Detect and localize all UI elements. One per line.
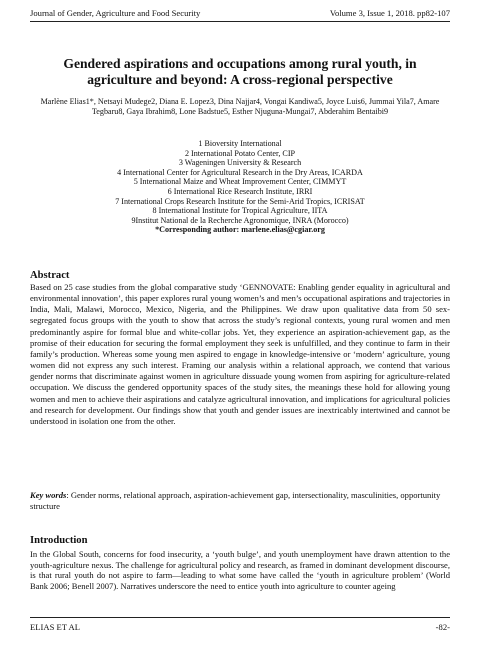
affiliation: 2 International Potato Center, CIP [184,148,296,158]
authors-text: Marlène Elias1*, Netsayi Mudege2, Diana E. Lopez3, Dina Najjar4, Vongai Kandiwa5, Joyce Luis6, Jummai Yila7, Amare Tegbaru8, Gaya Ibrahim8, Lone Badstue5, Esther Njuguna-Mungai7, Abderahim Bentaibi9 [40,97,440,116]
keywords-text: : Gender norms, relational approach, aspiration-achievement gap, intersectionality, masculinities, opportunity structure [30,490,441,511]
affiliation: 5 International Maize and Wheat Improvement Center, CIMMYT [133,177,347,187]
footer-rule [30,617,450,618]
affiliation: 7 International Crops Research Institute for the Semi-Arid Tropics, ICRISAT [115,196,365,206]
footer-authors: ELIAS ET AL [30,622,80,632]
affiliation-list [30,139,450,235]
journal-name: Journal of Gender, Agriculture and Food Security [30,8,201,18]
affiliation: 8 International Institute for Tropical Agriculture, IITA [152,206,328,216]
keywords [30,490,450,512]
paper-title: Gendered aspirations and occupations among rural youth, in agriculture and beyond: A cross-regional perspective [63,56,417,87]
affiliation: 6 International Rice Research Institute, IRRI [167,186,313,196]
introduction-text: In the Global South, concerns for food insecurity, a ‘youth bulge’, and youth unemployment have drawn attention to the youth-agriculture nexus. The challenge for agricultural policy and research, as framed in dominant development discourse, is that rural youth do not aspire to farm—leading to what some have called the ‘youth in agriculture problem’ (World Bank 2006; Benell 2007). Narratives underscore the need to entice youth into agriculture to counter ageing [30,549,450,591]
author-list [30,97,450,117]
header-rule [30,21,450,22]
affiliation: 1 Bioversity International [198,139,282,148]
affiliation: 3 Wageningen University & Research [178,158,302,168]
abstract-heading: Abstract [30,270,70,281]
running-header [30,8,450,18]
introduction-heading: Introduction [30,535,88,546]
keywords-label: Key words [30,490,67,500]
page-number: -82- [435,622,450,632]
volume-info: Volume 3, Issue 1, 2018. pp82-107 [329,8,450,18]
abstract-text: Based on 25 case studies from the global comparative study ‘GENNOVATE: Enabling gender equality in agricultural and environmental innovation’, this paper explores rural young women’s and men’s occupational aspirations and trajectories in India, Mali, Malawi, Morocco, Mexico, Nigeria, and the Philippines. We draw upon qualitative data from 50 sex-segregated focus groups with the youth to show that across the study’s regional contexts, young rural women and men predominantly aspire for formal blue and white-collar jobs. Yet, they experience an aspiration-achievement gap, as the promise of their education for securing the formal employment they seek is unfulfilled, and they continue to farm in their family’s production. Whereas some young men aspired to engage in knowledge-intensive or ‘modern’ agriculture, young women did not express any such interest. Framing our analysis within a relational approach, we contend that various gender norms that discriminate against women in agriculture dissuade young women from aspiring for agriculture-related occupation. We discuss the gendered opportunity spaces of the study sites, the meanings these hold for allowing young women and men to achieve their aspirations and catalyze agricultural innovation, and implications for agricultural policies and research for development. Our findings show that youth and gender issues are inextricably intertwined and cannot be understood in isolation one from the other. [30,282,450,426]
affiliation: 4 International Center for Agricultural Research in the Dry Areas, ICARDA [117,167,363,177]
corresponding-author: *Corresponding author: marlene.elias@cgiar.org [155,225,325,235]
affiliation: 9Institut National de la Recherche Agronomique, INRA (Morocco) [131,215,349,225]
page-footer [30,622,450,632]
